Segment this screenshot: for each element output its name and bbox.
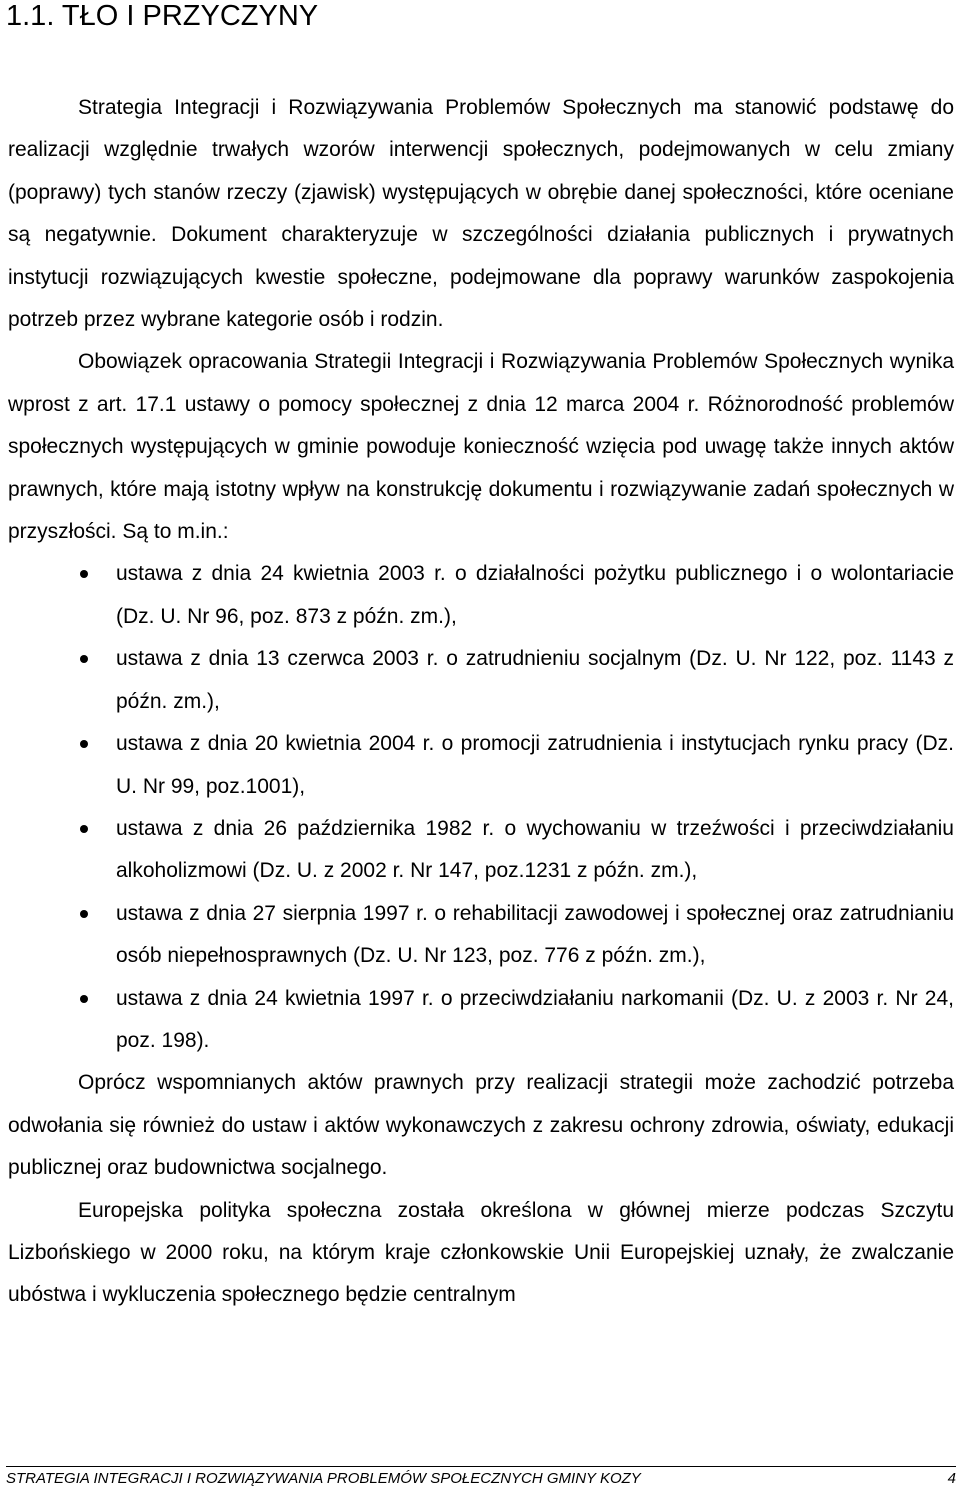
paragraph-intro: Strategia Integracji i Rozwiązywania Problemów Społecznych ma stanowić podstawę do realizacji względnie trwałych wzorów interwencji społecznych, podejmowanych w celu zmiany (poprawy) tych stanów rzeczy (zjawisk) występujących w obrębie danej społeczności, które oceniane są negatywnie. Dokument charakteryzuje w szczególności działania publicznych i prywatnych instytucji rozwiązujących kwestie społeczne, podejmowane dla poprawy warunków zaspokojenia potrzeb przez wybrane kategorie osób i rodzin. <box>8 96 954 332</box>
list-item-text: ustawa z dnia 24 kwietnia 1997 r. o przeciwdziałaniu narkomanii (Dz. U. z 2003 r. Nr 24, poz. 198). <box>116 986 954 1052</box>
list-item-text: ustawa z dnia 27 sierpnia 1997 r. o rehabilitacji zawodowej i społecznej oraz zatrudnianiu osób niepełnosprawnych (Dz. U. Nr 123, poz. 776 z późn. zm.), <box>116 901 954 968</box>
page-footer <box>6 1466 956 1487</box>
list-item-text: ustawa z dnia 26 października 1982 r. o wychowaniu w trzeźwości i przeciwdziałaniu alkoholizmowi (Dz. U. z 2002 r. Nr 147, poz.1231 z późn. zm.), <box>116 816 954 883</box>
list-item-text: ustawa z dnia 20 kwietnia 2004 r. o promocji zatrudnienia i instytucjach rynku pracy (Dz. U. Nr 99, poz.1001), <box>116 732 954 798</box>
list-item <box>116 808 954 893</box>
paragraph-legal-basis: Obowiązek opracowania Strategii Integracji i Rozwiązywania Problemów Społecznych wynika wprost z art. 17.1 ustawy o pomocy społecznej z dnia 12 marca 2004 r. Różnorodność problemów społecznych występujących w gminie powoduje konieczność wzięcia pod uwagę także innych aktów prawnych, które mają istotny wpływ na konstrukcję dokumentu i rozwiązywanie zadań społecznych w przyszłości. Są to m.in.: <box>8 350 954 544</box>
bullet-icon <box>80 570 88 578</box>
bullet-icon <box>80 910 88 918</box>
footer-title: STRATEGIA INTEGRACJI I ROZWIĄZYWANIA PROBLEMÓW SPOŁECZNYCH GMINY KOZY <box>6 1470 641 1487</box>
page-number: 4 <box>947 1470 956 1487</box>
list-item <box>116 723 954 808</box>
bullet-icon <box>80 825 88 833</box>
body-text <box>8 87 954 1317</box>
bullet-icon <box>80 995 88 1003</box>
list-item <box>116 553 954 638</box>
list-item <box>116 638 954 723</box>
paragraph-european-policy: Europejska polityka społeczna została określona w głównej mierze podczas Szczytu Lizbońskiego w 2000 roku, na którym kraje członkowskie Unii Europejskiej uznały, że zwalczanie ubóstwa i wykluczenia społecznego będzie centralnym <box>8 1198 954 1307</box>
list-item <box>116 893 954 978</box>
list-item-text: ustawa z dnia 13 czerwca 2003 r. o zatrudnieniu socjalnym (Dz. U. Nr 122, poz. 1143 z późn. zm.), <box>116 647 954 713</box>
bullet-icon <box>80 740 88 748</box>
list-item-text: ustawa z dnia 24 kwietnia 2003 r. o działalności pożytku publicznego i o wolontariacie (Dz. U. Nr 96, poz. 873 z późn. zm.), <box>116 562 954 628</box>
bullet-icon <box>80 655 88 663</box>
list-item <box>116 978 954 1063</box>
section-heading: 1.1. TŁO I PRZYCZYNY <box>6 0 319 32</box>
paragraph-other-acts: Oprócz wspomnianych aktów prawnych przy realizacji strategii może zachodzić potrzeba odwołania się również do ustaw i aktów wykonawczych z zakresu ochrony zdrowia, oświaty, edukacji publicznej oraz budownictwa socjalnego. <box>8 1071 954 1180</box>
legal-acts-list <box>8 553 954 1062</box>
